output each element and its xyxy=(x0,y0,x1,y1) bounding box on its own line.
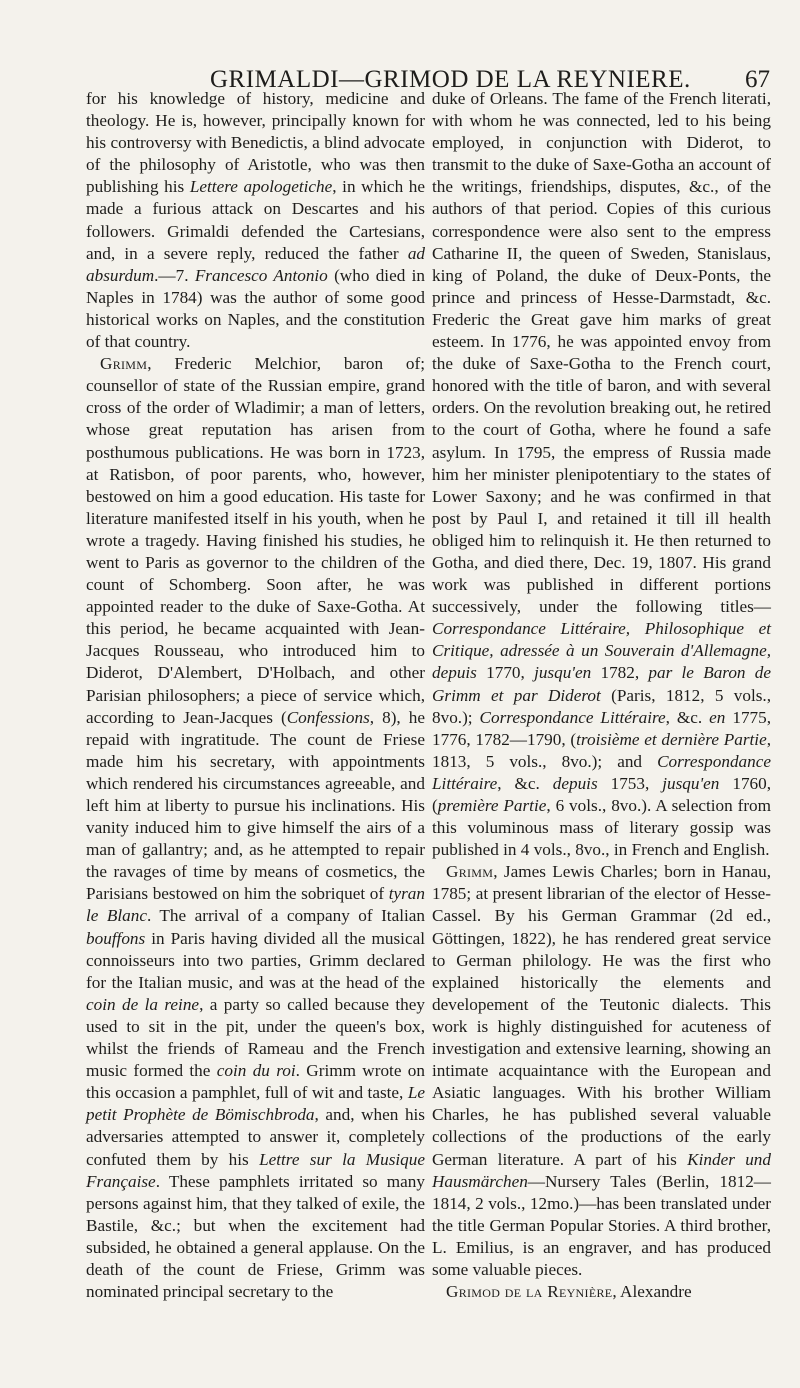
headword: Grimod de la Reynière xyxy=(446,1282,613,1302)
entry-grimm-james: Grimm, James Lewis Charles; born in Hanau, 1785; at present librarian of the elector of Hesse-Cassel. By his German Grammar (2d ed., Göttingen, 1822), he has rendered great service to German philology. He was the first who explained historically the elements and developement of the Teutonic dialects. This work is highly distinguished for acuteness of investigation and extensive learning, showing an intimate acquaintance with the European and Asiatic languages. With his brother William Charles, he has published several valuable collections of the productions of the early German literature. A part of his Kinder und Hausmärchen—Nursery Tales (Berlin, 1812—1814, 2 vols., 12mo.)—has been translated under the title German Popular Stories. A third brother, L. Emilius, is an engraver, and has produced some valuable pieces. xyxy=(432,862,771,1279)
paragraph-grimm-frederic-continued: duke of Orleans. The fame of the French literati, with whom he was connected, led to his being employed, in conjunction with Diderot, to transmit to the duke of Saxe-Gotha an account of the writings, friendships, disputes, &c., of the authors of that period. Copies of this curious correspondence were also sent to the empress Catharine II, the queen of Sweden, Stanislaus, king of Poland, the duke of Deux-Ponts, the prince and princess of Hesse-Darmstadt, &c. Frederic the Great gave him marks of great esteem. In 1776, he was appointed envoy from the duke of Saxe-Gotha to the French court, honored with the title of baron, and with several orders. On the revolution breaking out, he retired to the court of Gotha, where he found a safe asylum. In 1795, the empress of Russia made him her minister plenipotentiary to the states of Lower Saxony; and he was confirmed in that post by Paul I, and retained it till ill health obliged him to relinquish it. He then returned to Gotha, and died there, Dec. 19, 1807. His grand work was published in different portions successively, under the following titles—Correspondance Littéraire, Philosophique et Critique, adressée à un Souverain d'Allemagne, depuis 1770, jusqu'en 1782, par le Baron de Grimm et par Diderot (Paris, 1812, 5 vols., 8vo.); Correspondance Littéraire, &c. en 1775, 1776, 1782—1790, (troisième et dernière Partie, 1813, 5 vols., 8vo.); and Correspondance Littéraire, &c. depuis 1753, jusqu'en 1760, (première Partie, 6 vols., 8vo.). A selection from this voluminous mass of literary gossip was published in 4 vols., 8vo., in French and English. xyxy=(432,89,772,860)
headword: Grimm xyxy=(446,862,494,882)
entry-grimod-de-la-reyniere: Grimod de la Reynière, Alexandre xyxy=(446,1282,692,1302)
paragraph-grimaldi-continued: for his knowledge of history, medicine and theology. He is, however, principally known for his controversy with Benedictis, a blind advocate of the philosophy of Aristotle, who was then publishing his Lettere apologetiche, in which he made a furious attack on Descartes and his followers. Grimaldi defended the Cartesians, and, in a severe reply, reduced the father ad absurdum.—7. Francesco Antonio (who died in Naples in 1784) was the author of some good historical works on Naples, and the constitution of that country. xyxy=(86,89,425,352)
left-column xyxy=(86,88,425,1303)
entry-grimm-frederic: Grimm, Frederic Melchior, baron of; counsellor of state of the Russian empire, grand cross of the order of Wladimir; a man of letters, whose great reputation has arisen from posthumous publications. He was born in 1723, at Ratisbon, of poor parents, who, however, bestowed on him a good education. His taste for literature manifested itself in his youth, when he wrote a tragedy. Having finished his studies, he went to Paris as governor to the children of the count of Schomberg. Soon after, he was appointed reader to the duke of Saxe-Gotha. At this period, he became acquainted with Jean-Jacques Rousseau, who introduced him to Diderot, D'Alembert, D'Holbach, and other Parisian philosophers; a piece of service which, according to Jean-Jacques (Confessions, 8), he repaid with ingratitude. The count de Friese made him his secretary, with appointments which rendered his circumstances agreeable, and left him at liberty to pursue his inclinations. His vanity induced him to give himself the airs of a man of gallantry; and, as he attempted to repair the ravages of time by means of cosmetics, the Parisians bestowed on him the sobriquet of tyran le Blanc. The arrival of a company of Italian bouffons in Paris having divided all the musical connoisseurs into two parties, Grimm declared for the Italian music, and was at the head of the coin de la reine, a party so called because they used to sit in the pit, under the queen's box, whilst the friends of Rameau and the French music formed the coin du roi. Grimm wrote on this occasion a pamphlet, full of wit and taste, Le petit Prophète de Bömischbroda, and, when his adversaries attempted to answer it, completely confuted them by his Lettre sur la Musique Française. These pamphlets irritated so many persons against him, that they talked of exile, the Bastile, &c.; but when the excitement had subsided, he obtained a general applause. On the death of the count de Friese, Grimm was nominated principal secretary to the xyxy=(86,354,426,1302)
page-number: 67 xyxy=(745,66,770,93)
running-head-title: GRIMALDI—GRIMOD DE LA REYNIERE. xyxy=(210,66,691,93)
right-column xyxy=(432,88,771,1303)
headword: Grimm xyxy=(100,354,148,374)
